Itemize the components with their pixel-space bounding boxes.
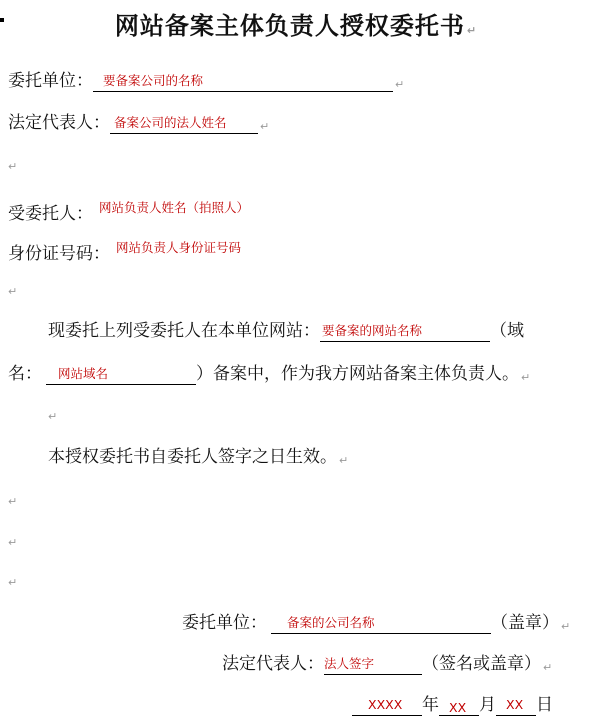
legal-rep-label: 法定代表人： — [8, 113, 110, 133]
paragraph-1-start: 现委托上列受委托人在本单位网站： — [48, 321, 320, 341]
paragraph-mark: ↵ — [8, 285, 18, 298]
entrusting-unit-row — [8, 70, 404, 92]
paragraph-mark: ↵ — [8, 495, 18, 508]
paragraph-1-line-1 — [48, 320, 524, 342]
paragraph-2-text: 本授权委托书自委托人签字之日生效。 — [48, 447, 337, 467]
legal-rep-value: 备案公司的法人姓名 — [114, 115, 227, 130]
paragraph-mark: ↵ — [521, 371, 531, 384]
title-text: 网站备案主体负责人授权委托书 — [114, 11, 465, 40]
id-number-row — [8, 237, 241, 265]
paragraph-2 — [48, 446, 348, 468]
id-number-value: 网站负责人身份证号码 — [116, 240, 242, 255]
paragraph-1-paren: （域 — [490, 321, 524, 341]
document-title — [0, 6, 592, 41]
date-month-label: 月 — [479, 695, 496, 715]
legal-rep-row — [8, 112, 269, 134]
domain-field[interactable] — [46, 367, 196, 385]
sign-rep-value: 法人签字 — [324, 656, 375, 671]
sign-unit-row — [182, 612, 570, 634]
domain-value: 网站域名 — [58, 366, 109, 381]
sign-unit-suffix: （盖章） — [491, 613, 559, 633]
date-year-label: 年 — [422, 695, 439, 715]
sign-rep-field[interactable] — [324, 657, 422, 675]
paragraph-mark: ↵ — [466, 24, 478, 37]
sign-rep-row — [222, 653, 552, 675]
sign-rep-suffix: （签名或盖章） — [422, 654, 541, 674]
date-month-field[interactable] — [439, 698, 479, 716]
site-name-field[interactable] — [320, 324, 490, 342]
paragraph-mark: ↵ — [260, 120, 270, 133]
paragraph-mark: ↵ — [48, 410, 58, 423]
sign-rep-label: 法定代表人： — [222, 654, 324, 674]
entrusting-unit-label: 委托单位： — [8, 71, 93, 91]
paragraph-mark: ↵ — [543, 661, 553, 674]
date-year-field[interactable] — [352, 698, 422, 716]
paragraph-mark: ↵ — [395, 78, 405, 91]
domain-label: 名： — [8, 364, 42, 384]
entrusting-unit-field[interactable] — [93, 74, 393, 92]
sign-unit-label: 委托单位： — [182, 613, 267, 633]
paragraph-1-line-2 — [8, 363, 530, 385]
sign-unit-field[interactable] — [271, 616, 491, 634]
entrusting-unit-value: 要备案公司的名称 — [103, 73, 204, 88]
paragraph-mark: ↵ — [8, 536, 18, 549]
site-name-value: 要备案的网站名称 — [322, 323, 423, 338]
sign-unit-value: 备案的公司名称 — [287, 615, 375, 630]
paragraph-1-end: ）备案中，作为我方网站备案主体负责人。 — [196, 364, 519, 384]
date-day-value: XX — [506, 697, 524, 712]
paragraph-mark: ↵ — [8, 160, 18, 173]
trustee-row — [8, 197, 249, 225]
trustee-label: 受委托人： — [8, 204, 93, 224]
date-day-label: 日 — [536, 695, 553, 715]
paragraph-mark: ↵ — [561, 620, 571, 633]
date-month-value: XX — [449, 700, 467, 715]
paragraph-mark: ↵ — [8, 576, 18, 589]
date-day-field[interactable] — [496, 698, 536, 716]
trustee-value: 网站负责人姓名（拍照人） — [99, 200, 250, 215]
id-number-label: 身份证号码： — [8, 244, 110, 264]
paragraph-mark: ↵ — [339, 454, 349, 467]
date-row — [352, 694, 553, 716]
date-year-value: XXXX — [368, 697, 403, 712]
legal-rep-field[interactable] — [110, 116, 258, 134]
